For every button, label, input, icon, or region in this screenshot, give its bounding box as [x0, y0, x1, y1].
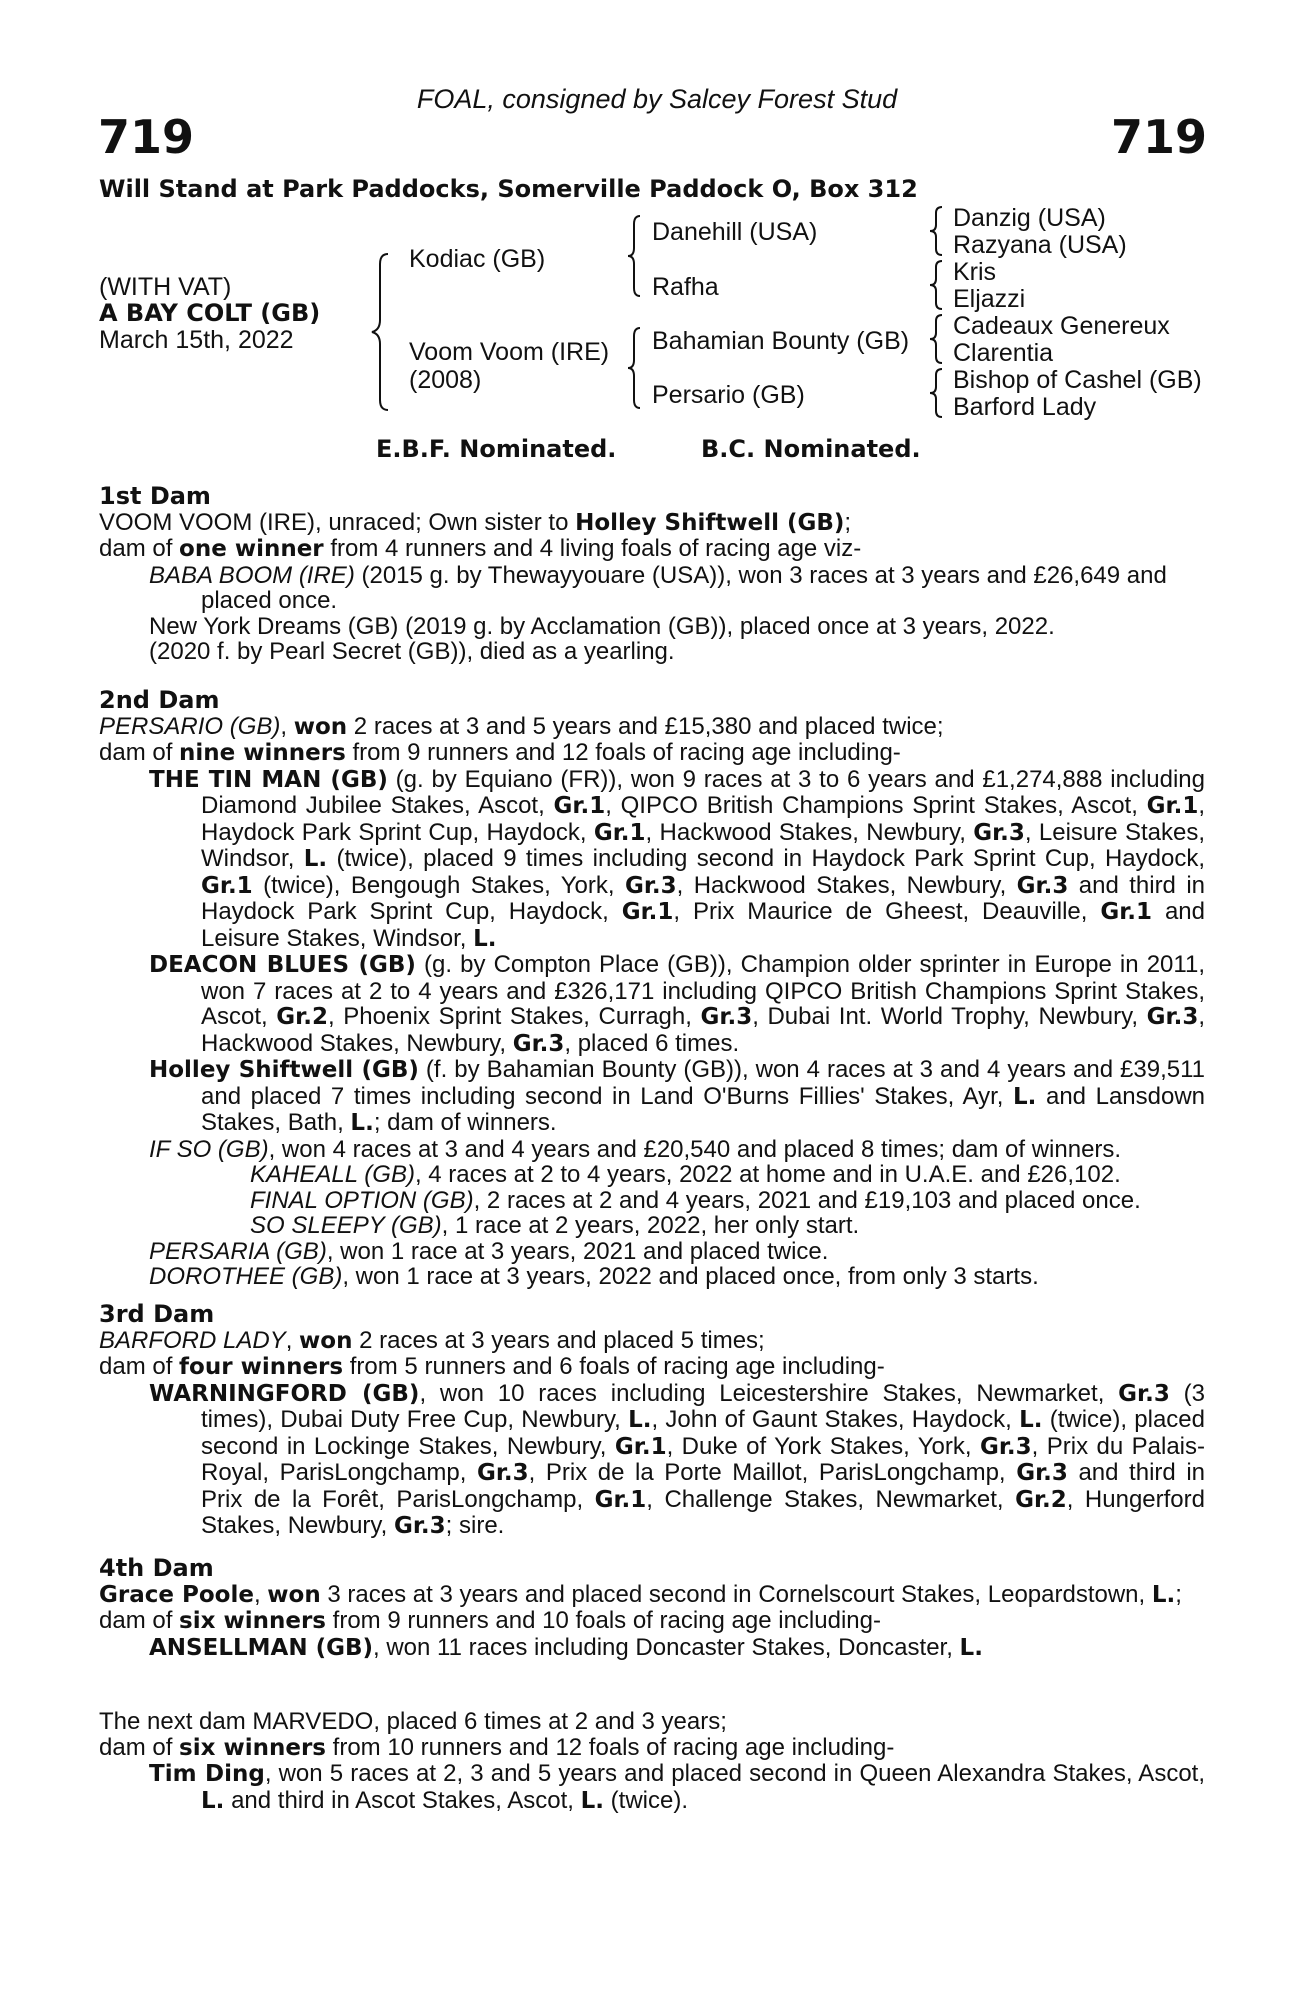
section-heading: 4th Dam — [99, 1554, 214, 1582]
consignor-line: FOAL, consigned by Salcey Forest Stud — [416, 84, 898, 114]
vat-note: (WITH VAT) — [99, 273, 232, 301]
grand-produce-entry: KAHEALL (GB), 4 races at 2 to 4 years, 2022 at home and in U.A.E. and £26,102. — [250, 1161, 1121, 1188]
produce-entry: ANSELLMAN (GB), won 11 races including Doncaster Stakes, Doncaster, L. — [149, 1633, 983, 1661]
sire-brace — [626, 214, 642, 298]
produce-entry: WARNINGFORD (GB), won 10 races including Leicestershire Stakes, Newmarket, Gr.3 (3 times), Dubai Duty Free Cup, Newbury, L., John of Gaunt Stakes, Haydock, L. (twice), placed second in Lockinge Stakes, Newbury, Gr.1, Duke of York Stakes, York, Gr.3, Prix du Palais-Royal, ParisLongchamp, Gr.3, Prix de la Porte Maillot, ParisLongchamp, Gr.3 and third in Prix de la Forêt, ParisLongchamp, Gr.1, Challenge Stakes, Newmarket, Gr.2, Hungerford Stakes, Newbury, Gr.3; sire. — [149, 1379, 1206, 1539]
dam-name: Voom Voom (IRE) — [409, 338, 610, 366]
next-dam-section — [99, 1709, 1205, 1814]
pedigree-brace — [370, 252, 392, 412]
dd-brace — [928, 367, 944, 419]
dam-sire: Bahamian Bounty (GB) — [652, 327, 910, 355]
produce-entry: BABA BOOM (IRE) (2015 g. by Thewayyouare (USA)), won 3 races at 3 years and £26,649 and placed once. — [149, 561, 1167, 614]
sire-dam-sire: Kris — [953, 258, 997, 286]
produce-entry: DOROTHEE (GB), won 1 race at 3 years, 2022 and placed once, from only 3 starts. — [149, 1263, 1039, 1290]
sd-brace — [928, 259, 944, 311]
produce-entry: PERSARIA (GB), won 1 race at 3 years, 2021 and placed twice. — [149, 1237, 829, 1265]
first-dam-section — [99, 484, 1205, 665]
dam-produce-summary: dam of six winners from 10 runners and 12 foals of racing age including- — [99, 1733, 895, 1761]
produce-entry: Tim Ding, won 5 races at 2, 3 and 5 years and placed second in Queen Alexandra Stakes, Ascot, L. and third in Ascot Stakes, Ascot, L. (twice). — [149, 1760, 1206, 1814]
dam-dam-sire: Bishop of Cashel (GB) — [953, 366, 1202, 394]
dam-summary: The next dam MARVEDO, placed 6 times at 2 and 3 years; — [99, 1708, 727, 1735]
foaling-date: March 15th, 2022 — [99, 326, 294, 354]
produce-entry: Holley Shiftwell (GB) (f. by Bahamian Bounty (GB)), won 4 races at 3 and 4 years and £39,511 and placed 7 times including second in Land O'Burns Fillies' Stakes, Ayr, L. and Lansdown Stakes, Bath, L.; dam of winners. — [149, 1056, 1206, 1136]
sire-sire: Danehill (USA) — [652, 218, 818, 246]
dam-summary: VOOM VOOM (IRE), unraced; Own sister to Holley Shiftwell (GB); — [99, 508, 852, 536]
section-heading: 1st Dam — [99, 482, 211, 510]
fourth-dam-section — [99, 1556, 1205, 1661]
lot-number-left: 719 — [98, 110, 195, 164]
lot-number-right: 719 — [1110, 110, 1207, 164]
produce-entry: DEACON BLUES (GB) (g. by Compton Place (GB)), Champion older sprinter in Europe in 2011, won 7 races at 2 to 4 years and £326,171 including QIPCO British Champions Sprint Stakes, Ascot, Gr.2, Phoenix Sprint Stakes, Curragh, Gr.3, Dubai Int. World Trophy, Newbury, Gr.3, Hackwood Stakes, Newbury, Gr.3, placed 6 times. — [149, 951, 1205, 1057]
sire-sire-dam: Razyana (USA) — [953, 231, 1127, 259]
dam-produce-summary: dam of six winners from 9 runners and 10 foals of racing age including- — [99, 1607, 881, 1634]
dam-summary: Grace Poole, won 3 races at 3 years and placed second in Cornelscourt Stakes, Leopardstown, L.; — [99, 1580, 1182, 1608]
ds-brace — [928, 313, 944, 365]
grand-produce-entry: SO SLEEPY (GB), 1 race at 2 years, 2022, her only start. — [250, 1212, 860, 1239]
dam-dam: Persario (GB) — [652, 381, 805, 409]
dam-summary: PERSARIO (GB), won 2 races at 3 and 5 years and £15,380 and placed twice; — [99, 712, 944, 740]
dam-produce-summary: dam of four winners from 5 runners and 6 foals of racing age including- — [99, 1353, 885, 1380]
dam-produce-summary: dam of one winner from 4 runners and 4 living foals of racing age viz- — [99, 535, 862, 562]
dam-sire-dam: Clarentia — [953, 339, 1054, 367]
section-heading: 3rd Dam — [99, 1300, 215, 1328]
ss-brace — [928, 205, 944, 257]
produce-entry: New York Dreams (GB) (2019 g. by Acclamation (GB)), placed once at 3 years, 2022. — [149, 612, 1055, 640]
sire-dam-dam: Eljazzi — [953, 285, 1026, 313]
sire-sire-sire: Danzig (USA) — [953, 204, 1106, 232]
grand-produce-entry: FINAL OPTION (GB), 2 races at 2 and 4 years, 2021 and £19,103 and placed once. — [250, 1186, 1141, 1214]
dam-summary: BARFORD LADY, won 2 races at 3 years and placed 5 times; — [99, 1326, 765, 1354]
produce-entry: THE TIN MAN (GB) (g. by Equiano (FR)), won 9 races at 3 to 6 years and £1,274,888 including Diamond Jubilee Stakes, Ascot, Gr.1, QIPCO British Champions Sprint Stakes, Ascot, Gr.1, Haydock Park Sprint Cup, Haydock, Gr.1, Hackwood Stakes, Newbury, Gr.3, Leisure Stakes, Windsor, L. (twice), placed 9 times including second in Haydock Park Sprint Cup, Haydock, Gr.1 (twice), Bengough Stakes, York, Gr.3, Hackwood Stakes, Newbury, Gr.3 and third in Haydock Park Sprint Cup, Haydock, Gr.1, Prix Maurice de Gheest, Deauville, Gr.1 and Leisure Stakes, Windsor, L. — [149, 765, 1206, 952]
sire: Kodiac (GB) — [409, 245, 546, 273]
dam-dam-dam: Barford Lady — [953, 393, 1097, 421]
dam-produce-summary: dam of nine winners from 9 runners and 12 foals of racing age including- — [99, 739, 901, 766]
dam-year: (2008) — [409, 366, 482, 394]
lot-name: A BAY COLT (GB) — [99, 299, 321, 327]
produce-entry: IF SO (GB), won 4 races at 3 and 4 years and £20,540 and placed 8 times; dam of winners. — [149, 1135, 1122, 1163]
third-dam-section — [99, 1302, 1205, 1540]
bc-nomination: B.C. Nominated. — [701, 435, 921, 463]
section-heading: 2nd Dam — [99, 686, 220, 714]
dam-brace — [626, 326, 642, 410]
ebf-nomination: E.B.F. Nominated. — [376, 435, 617, 463]
dam-sire-sire: Cadeaux Genereux — [953, 312, 1170, 340]
produce-entry: (2020 f. by Pearl Secret (GB)), died as a yearling. — [149, 638, 675, 665]
stand-location: Will Stand at Park Paddocks, Somerville Paddock O, Box 312 — [99, 175, 918, 203]
sire-dam: Rafha — [652, 273, 719, 301]
second-dam-section — [99, 688, 1205, 1290]
